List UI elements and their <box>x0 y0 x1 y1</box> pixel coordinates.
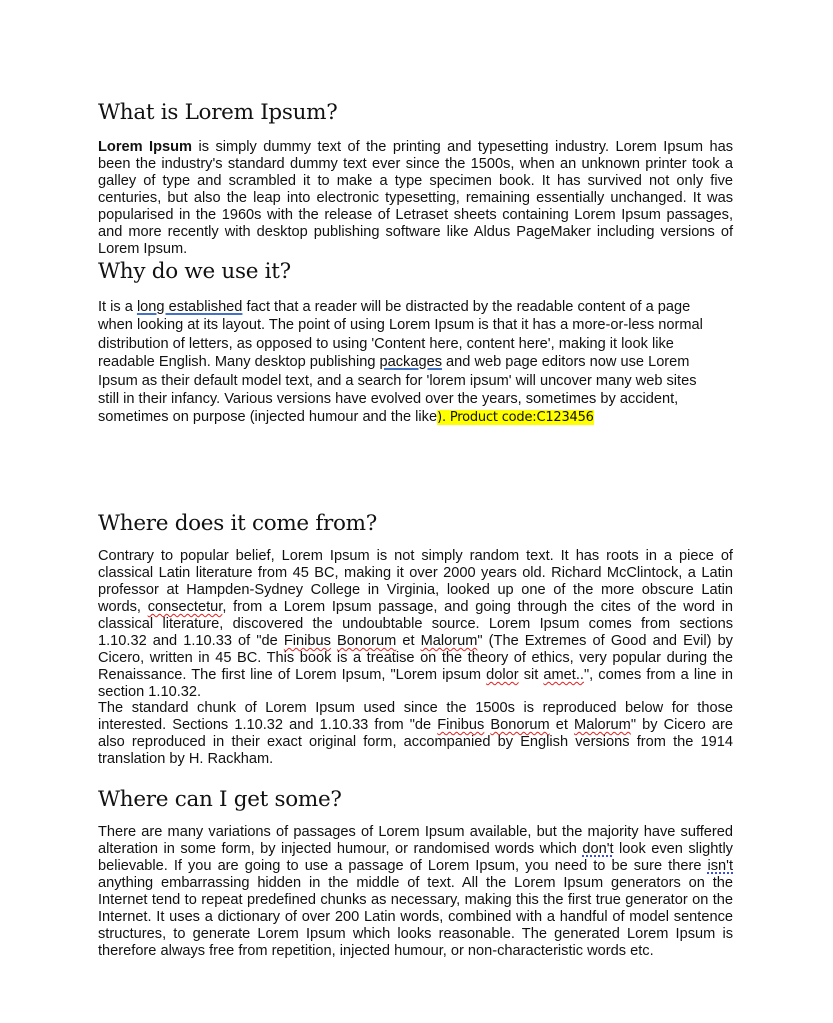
paragraph-where-from-2 <box>98 700 733 768</box>
heading-where-get-some: Where can I get some? <box>98 787 342 812</box>
text: and web page editors now use Lorem Ipsum as their default model text, and a search for 'lorem ipsum' will uncover many web sites still in their infancy. Various versions have evolved over the years, sometimes by accident, sometimes on purpose (injected humour and the like <box>98 354 697 426</box>
spelling-flag-malorum[interactable]: Malorum <box>420 633 478 649</box>
spelling-flag-finibus[interactable]: Finibus <box>437 717 485 733</box>
spelling-flag-finibus[interactable]: Finibus <box>283 633 331 649</box>
spelling-flag-bonorum[interactable]: Bonorum <box>337 633 397 649</box>
paragraph-where-get <box>98 824 733 960</box>
spelling-flag-dolor[interactable]: dolor <box>486 667 519 683</box>
text: " (The Extremes of Good and Evil) by Cicero, written in 45 BC. This book is a treatise on the theory of ethics, very popular during the Renaissance. The first line of Lorem Ipsum, "Lorem ipsum <box>98 633 733 683</box>
text: The standard chunk of Lorem Ipsum used since the 1500s is reproduced below for those interested. Sections 1.10.32 and 1.10.33 from "de <box>98 700 733 733</box>
grammar-flag-packages[interactable]: packages <box>379 354 442 371</box>
text: There are many variations of passages of Lorem Ipsum available, but the majority have suffered alteration in some form, by injected humour, or randomised words which <box>98 824 733 857</box>
paragraph-where-from-1 <box>98 548 733 701</box>
grammar-flag-long-established[interactable]: long established <box>136 299 243 315</box>
spelling-flag-consectetur[interactable]: consectetur <box>147 599 223 615</box>
heading-why-use-it: Why do we use it? <box>98 259 291 284</box>
spelling-flag-bonorum[interactable]: Bonorum <box>490 717 550 733</box>
heading-what-is-lorem-ipsum: What is Lorem Ipsum? <box>98 100 338 125</box>
text: et <box>549 717 575 733</box>
text: anything embarrassing hidden in the middle of text. All the Lorem Ipsum generators on the Internet tend to repeat predefined chunks as necessary, making this the first true generator on the Internet. It uses a dictionary of over 200 Latin words, combined with a handful of model sentence structures, to generate Lorem Ipsum which looks reasonable. The generated Lorem Ipsum is therefore always free from repetition, injected humour, or non-characteristic words etc. <box>98 875 733 959</box>
paragraph-what-is <box>98 139 733 258</box>
spelling-flag-malorum[interactable]: Malorum <box>574 717 631 733</box>
text: , from a Lorem Ipsum passage, and going through the cites of the word in classical literature, discovered the undoubtable source. Lorem Ipsum comes from sections 1.10.32 and 1.10.33 of "de <box>98 599 733 649</box>
text: fact that a reader will be distracted by the readable content of a page when looking at its layout. The point of using Lorem Ipsum is that it has a more-or-less normal distribution of letters, as opposed to using 'Content here, content here', making it look like readable English. Many desktop publishing <box>98 299 703 371</box>
bold-lead: Lorem Ipsum <box>98 139 193 155</box>
text: Contrary to popular belief, Lorem Ipsum is not simply random text. It has roots in a piece of classical Latin literature from 45 BC, making it over 2000 years old. Richard McClintock, a Latin professor at Hampden-Sydney College in Virginia, looked up one of the more obscure Latin words, <box>98 548 733 615</box>
grammar-flag-dont[interactable]: don't <box>582 841 614 857</box>
grammar-flag-isnt[interactable]: isn't <box>707 858 733 874</box>
highlighted-product-code: ). Product code:C123456 <box>437 410 594 426</box>
text: sit <box>518 667 544 683</box>
heading-where-from: Where does it come from? <box>98 511 377 536</box>
text: is simply dummy text of the printing and typesetting industry. Lorem Ipsum has been the industry's standard dummy text ever since the 1500s, when an unknown printer took a galley of type and scrambled it to make a type specimen book. It has survived not only five centuries, but also the leap into electronic typesetting, remaining essentially unchanged. It was popularised in the 1960s with the release of Letraset sheets containing Lorem Ipsum passages, and more recently with desktop publishing software like Aldus PageMaker including versions of Lorem Ipsum. <box>98 139 733 257</box>
text: It is a <box>98 299 137 315</box>
text: look even slightly believable. If you are going to use a passage of Lorem Ipsum, you need to be sure there <box>98 841 733 874</box>
text: " by Cicero are also reproduced in their exact original form, accompanied by English versions from the 1914 translation by H. Rackham. <box>98 717 734 767</box>
text: et <box>396 633 421 649</box>
paragraph-why <box>98 298 718 428</box>
spelling-flag-amet[interactable]: amet.. <box>543 667 584 683</box>
text: ", comes from a line in section 1.10.32. <box>98 667 733 700</box>
